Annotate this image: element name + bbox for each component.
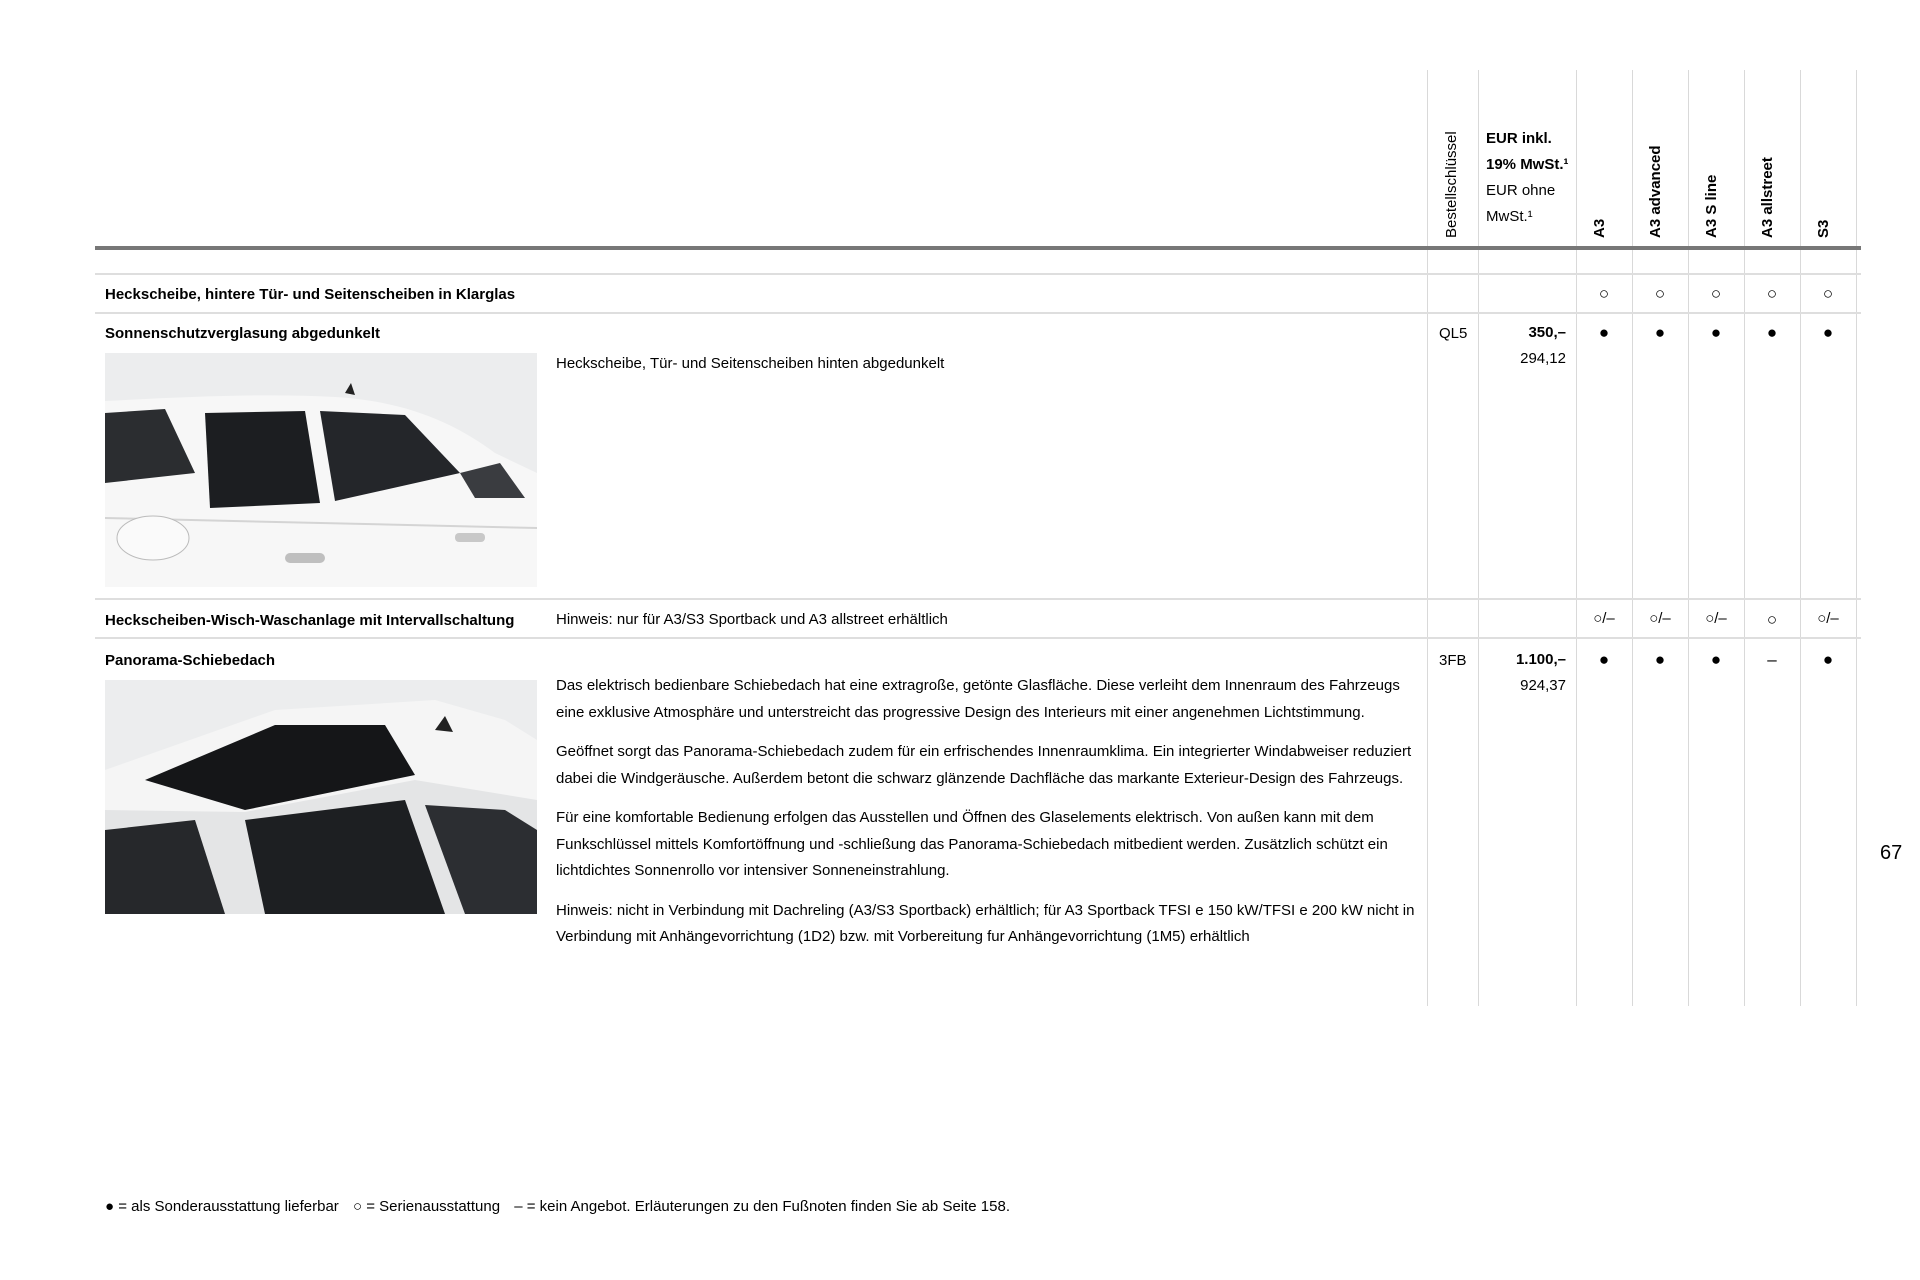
mark-a3-advanced: ●: [1654, 650, 1666, 669]
header-model-a3-advanced: A3 advanced: [1647, 145, 1664, 238]
panorama-paragraph-4: Hinweis: nicht in Verbindung mit Dachreling (A3/S3 Sportback) erhältlich; für A3 Sportback TFSI e 150 kW/TFSI e 200 kW nicht in Verbindung mit Anhängevorrichtung (1D2) bzw. mit Vorbereitung fur Anhängevorrichtung (1M5) erhältlich: [556, 901, 1415, 945]
legend-optional: ● = als Sonderausstattung lieferbar: [105, 1198, 339, 1215]
price-panorama: [1480, 647, 1566, 699]
mark-a3-s-line: ○: [1710, 284, 1722, 303]
column-divider: [1800, 70, 1801, 1006]
price-gross: 1.100,–: [1515, 651, 1566, 668]
header-model-a3-allstreet: A3 allstreet: [1759, 157, 1776, 238]
row-divider: [95, 637, 1861, 639]
mark-a3: ○: [1598, 284, 1610, 303]
price-net: 924,37: [1520, 677, 1566, 694]
row-divider: [95, 312, 1861, 314]
column-divider: [1576, 70, 1577, 1006]
header-price-excl-1: EUR ohne: [1486, 182, 1556, 199]
mark-s3: ○/–: [1817, 610, 1839, 627]
panorama-paragraph-1: Das elektrisch bedienbare Schiebedach hat eine extragroße, getönte Glasfläche. Diese verleiht dem Innenraum des Fahrzeugs eine exklusive Atmosphäre und unterstreicht das progressive Design des Interieurs mit einer angenehmen Lichtstimmung.: [556, 677, 1400, 721]
header-model-a3-s-line: A3 S line: [1703, 174, 1720, 238]
row-title-sonnenschutz: Sonnenschutzverglasung abgedunkelt: [105, 325, 381, 342]
legend: [105, 1198, 1020, 1215]
column-divider: [1632, 70, 1633, 1006]
header-price: [1486, 126, 1569, 230]
mark-a3: ●: [1598, 650, 1610, 669]
header-price-excl-2: MwSt.¹: [1486, 208, 1533, 225]
header-model-a3: A3: [1591, 218, 1608, 238]
mark-a3-s-line: ●: [1710, 650, 1722, 669]
order-code-ql5: QL5: [1439, 325, 1468, 342]
mark-a3: ○/–: [1593, 610, 1615, 627]
mark-s3: ●: [1822, 650, 1834, 669]
car-side-windows-image: [105, 353, 537, 587]
description-panorama: [556, 673, 1416, 964]
header-rule: [95, 246, 1861, 250]
price-sonnenschutz: [1480, 320, 1566, 372]
legend-standard: ○ = Serienausstattung: [352, 1198, 501, 1215]
header-price-incl-1: EUR inkl.: [1486, 130, 1552, 147]
legend-none: – = kein Angebot. Erläuterungen zu den Fußnoten finden Sie ab Seite 158.: [514, 1198, 1010, 1215]
row-divider: [95, 598, 1861, 600]
header-model-s3: S3: [1815, 219, 1832, 238]
mark-a3-allstreet: ○: [1766, 610, 1778, 629]
order-code-3fb: 3FB: [1439, 652, 1467, 669]
description-sonnenschutz: Heckscheibe, Tür- und Seitenscheiben hinten abgedunkelt: [556, 355, 945, 372]
description-wischanlage: Hinweis: nur für A3/S3 Sportback und A3 allstreet erhältlich: [556, 611, 948, 628]
column-divider: [1427, 70, 1428, 1006]
panorama-paragraph-3: Für eine komfortable Bedienung erfolgen das Ausstellen und Öffnen des Glaselements elektrisch. Von außen kann mit dem Funkschlüssel mittels Komfortöffnung und -schließung das Panorama-Schiebedach mitbedient werden. Zusätzlich schützt ein lichtdichtes Sonnenrollo vor intensiver Sonneneinstrahlung.: [556, 809, 1388, 879]
mark-a3: ●: [1598, 323, 1610, 342]
mark-a3-advanced: ○/–: [1649, 610, 1671, 627]
header-price-incl-2: 19% MwSt.¹: [1486, 156, 1569, 173]
column-divider: [1744, 70, 1745, 1006]
mark-s3: ○: [1822, 284, 1834, 303]
mark-a3-advanced: ○: [1654, 284, 1666, 303]
price-gross: 350,–: [1528, 324, 1566, 341]
panorama-paragraph-2: Geöffnet sorgt das Panorama-Schiebedach zudem für ein erfrischendes Innenraumklima. Ein integrierter Windabweiser reduziert dabei die Windgeräusche. Außerdem betont die schwarz glänzende Dachfläche das markante Exterieur-Design des Fahrzeugs.: [556, 743, 1412, 787]
row-title-panorama: Panorama-Schiebedach: [105, 652, 276, 669]
mark-a3-advanced: ●: [1654, 323, 1666, 342]
mark-a3-allstreet: –: [1767, 650, 1777, 669]
mark-a3-allstreet: ●: [1766, 323, 1778, 342]
row-title-klarglas: Heckscheibe, hintere Tür- und Seitenscheiben in Klarglas: [105, 286, 516, 303]
column-divider: [1478, 70, 1479, 1006]
mark-a3-s-line: ●: [1710, 323, 1722, 342]
mark-a3-allstreet: ○: [1766, 284, 1778, 303]
row-divider: [95, 273, 1861, 275]
price-net: 294,12: [1520, 350, 1566, 367]
header-order-key: Bestellschlüssel: [1443, 131, 1460, 238]
car-panorama-roof-image: [105, 680, 537, 914]
mark-s3: ●: [1822, 323, 1834, 342]
row-title-wischanlage: Heckscheiben-Wisch-Waschanlage mit Intervallschaltung: [105, 612, 515, 629]
page-number: 67: [1880, 842, 1903, 864]
column-divider: [1688, 70, 1689, 1006]
column-divider: [1856, 70, 1857, 1006]
mark-a3-s-line: ○/–: [1705, 610, 1727, 627]
